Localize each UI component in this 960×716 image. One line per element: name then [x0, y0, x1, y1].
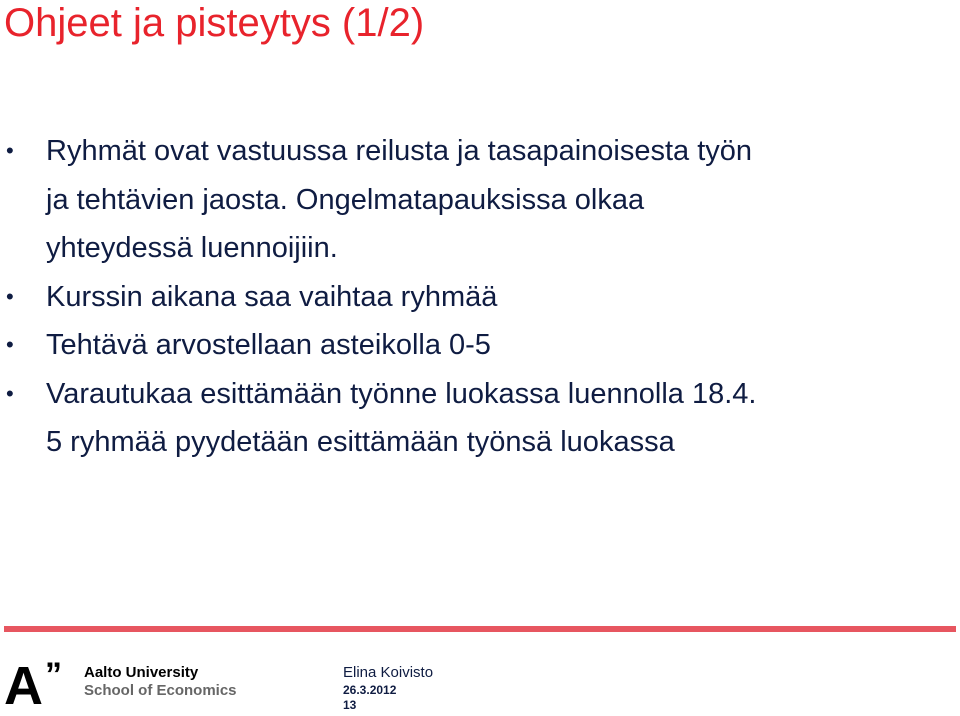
bullet-item	[0, 321, 960, 370]
bullet-text-line: yhteydessä luennoijiin.	[46, 232, 338, 264]
bullet-item	[0, 127, 960, 273]
bullet-text-line: Kurssin aikana saa vaihtaa ryhmää	[46, 280, 498, 313]
university-name: Aalto University	[84, 664, 199, 681]
page-number: 13	[343, 698, 357, 712]
bullet-icon: •	[6, 380, 14, 406]
bullet-text-line: Tehtävä arvostellaan asteikolla 0-5	[46, 329, 491, 361]
footer-divider	[4, 626, 956, 632]
bullet-item	[0, 370, 960, 467]
bullet-text-line: 5 ryhmää pyydetään esittämään työnsä luokassa	[46, 426, 675, 458]
bullet-text-line: Ryhmät ovat vastuussa reilusta ja tasapainoisesta työn	[46, 135, 753, 167]
aalto-logo-quote-icon: ”	[45, 656, 62, 694]
bullet-list	[0, 127, 960, 467]
aalto-logo-icon: A	[4, 656, 43, 716]
slide-title: Ohjeet ja pisteytys (1/2)	[4, 1, 425, 45]
bullet-icon: •	[6, 332, 14, 357]
school-name: School of Economics	[84, 682, 237, 699]
bullet-text-line: ja tehtävien jaosta. Ongelmatapauksissa olkaa	[46, 183, 645, 216]
bullet-icon: •	[6, 283, 14, 309]
footer-date: 26.3.2012	[343, 683, 397, 697]
bullet-item	[0, 273, 960, 322]
footer-author: Elina Koivisto	[343, 664, 434, 681]
bullet-icon: •	[6, 138, 14, 163]
bullet-text-line: Varautukaa esittämään työnne luokassa luennolla 18.4.	[46, 377, 757, 410]
